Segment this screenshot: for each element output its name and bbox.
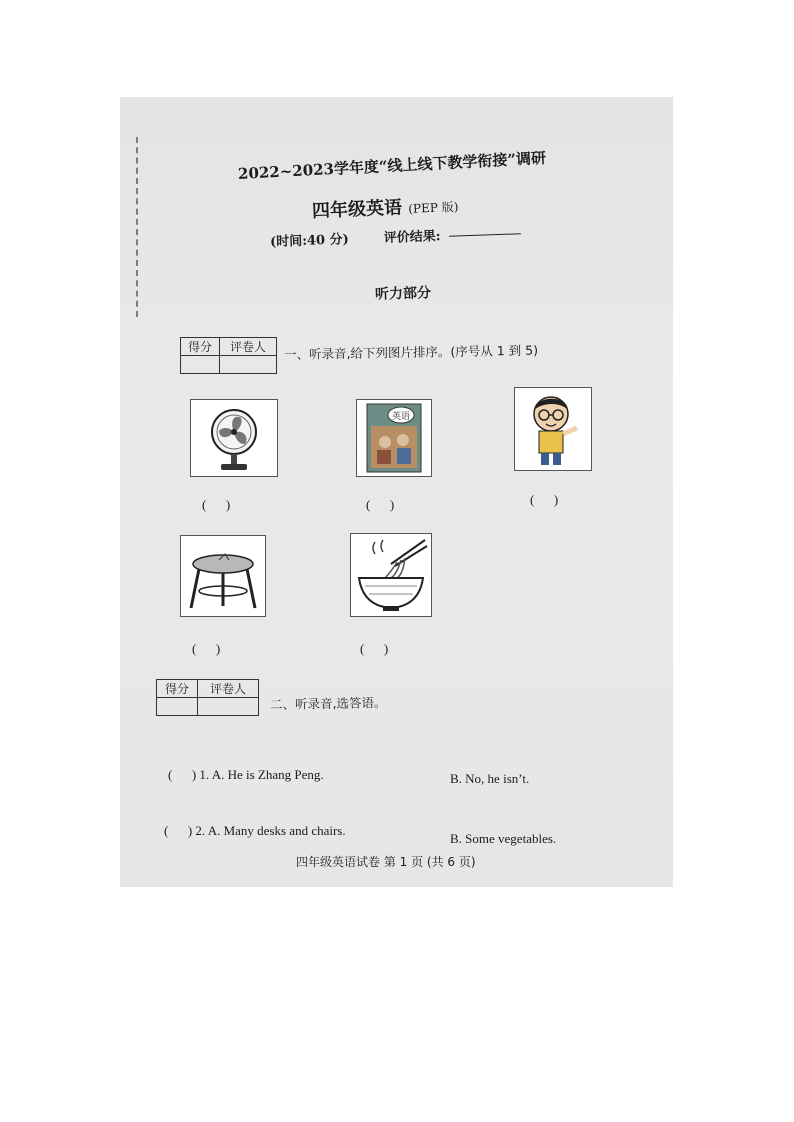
table-icon [181,536,265,616]
exam-subtitle [311,191,458,223]
score-table-2 [156,679,259,716]
answer-paren-1[interactable]: ( ) [202,497,231,512]
question-2-option-b: B. Some vegetables. [450,831,557,846]
answer-paren-5[interactable]: ( ) [360,641,389,656]
question-1-stem: 1. A. He is Zhang Peng. [199,767,324,782]
question-2 [164,823,346,839]
picture-noodles [350,533,432,617]
boy-glasses-icon [515,388,591,470]
result-label: 评价结果: [383,229,441,247]
question-1-paren[interactable]: ( ) [168,767,197,782]
picture-book [356,399,432,477]
question-1-option-b: B. No, he isn’t. [450,771,530,786]
score-table-1 [180,337,277,374]
section2-heading: 二、听录音,选答语。 [269,694,387,712]
question-2-stem: 2. A. Many desks and chairs. [195,823,346,838]
picture-fan [190,399,278,477]
grader-cell[interactable] [220,356,277,374]
exam-page [120,97,673,887]
exam-title: 2022~2023学年度“线上线下教学衔接”调研 [237,148,547,183]
question-2-paren[interactable]: ( ) [164,823,193,838]
score-cell[interactable] [157,698,198,716]
edition-label: (PEP 版) [408,199,459,216]
answer-paren-2[interactable]: ( ) [366,497,395,512]
grader-header: 评卷人 [220,338,277,356]
english-book-icon [357,400,431,476]
section1-heading: 一、听录音,给下列图片排序。(序号从 1 到 5) [283,342,539,362]
subject-label: 四年级英语 [311,197,403,222]
answer-paren-3[interactable]: ( ) [530,492,559,507]
grader-cell[interactable] [198,698,259,716]
page-footer: 四年级英语试卷 第 1 页 (共 6 页) [296,855,476,869]
exam-info [270,222,522,250]
answer-paren-4[interactable]: ( ) [192,641,221,656]
question-1 [168,767,324,783]
part-title: 听力部分 [374,285,432,303]
result-blank[interactable] [449,233,521,237]
grader-header: 评卷人 [198,680,259,698]
picture-boy [514,387,592,471]
score-cell[interactable] [181,356,220,374]
picture-table [180,535,266,617]
score-header: 得分 [157,680,198,698]
fan-icon [191,400,277,476]
noodles-icon [351,534,431,616]
exam-time: (时间:40 分) [269,232,350,250]
book-label: 英语 [391,412,411,422]
score-header: 得分 [181,338,220,356]
